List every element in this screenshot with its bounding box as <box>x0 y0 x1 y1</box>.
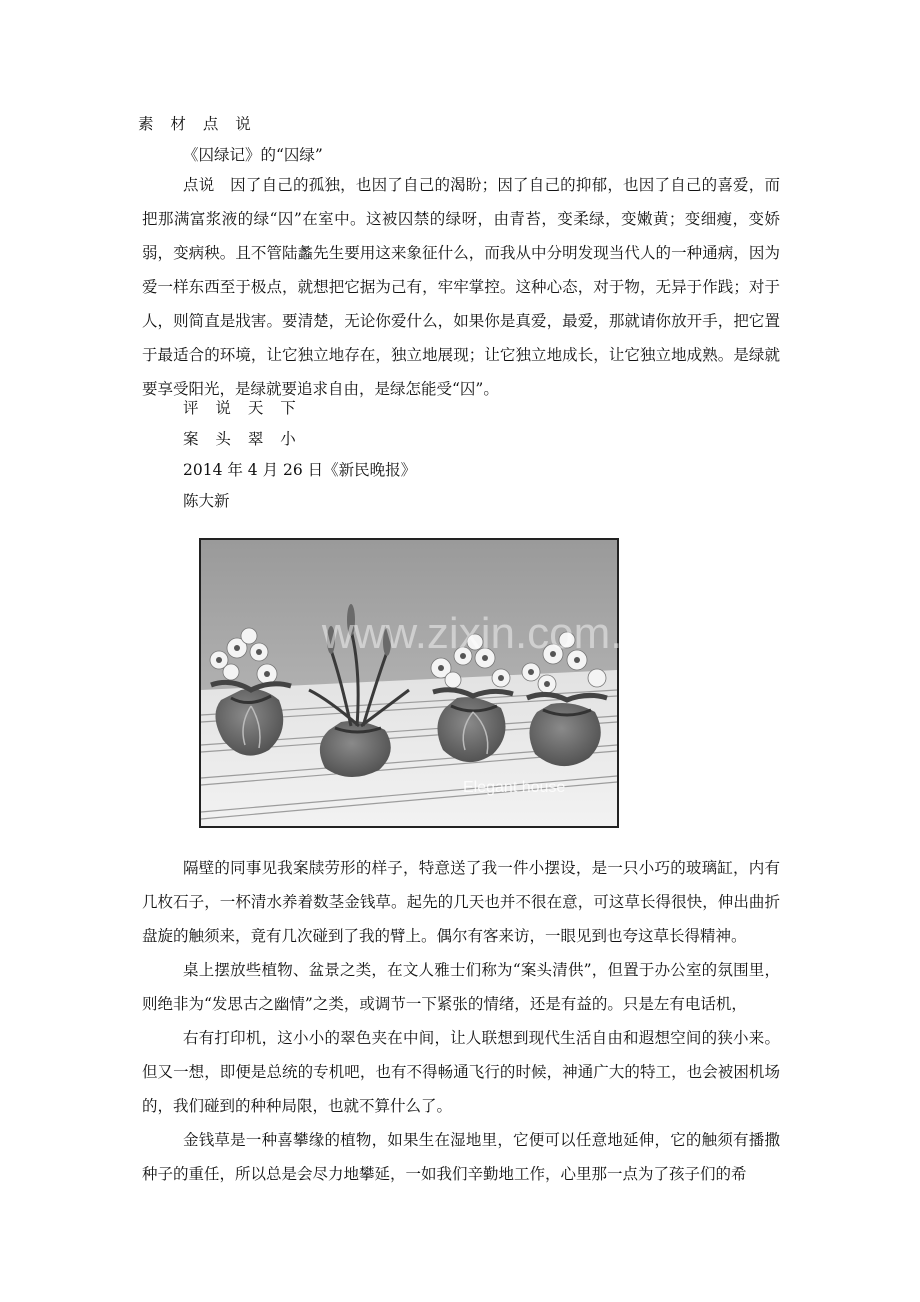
photo-caption: Elegant house <box>463 779 566 796</box>
source-line: 2014 年 4 月 26 日《新民晚报》 <box>183 461 417 479</box>
column-title: 评 说 天 下 <box>183 399 302 417</box>
material-title: 《囚绿记》的“囚绿” <box>183 146 323 164</box>
body-paragraph-1: 隔壁的同事见我案牍劳形的样子，特意送了我一件小摆设，是一只小巧的玻璃缸，内有几枚石子，一杯清水养着数茎金钱草。起先的几天也并不很在意，可这草长得很快，伸出曲折盘旋的触须来，竟有几次碰到了我的臂上。偶尔有客来访，一眼见到也夸这草长得精神。 <box>142 859 780 945</box>
section-title: 素 材 点 说 <box>138 115 257 133</box>
body-paragraph-3: 右有打印机，这小小的翠色夹在中间，让人联想到现代生活自由和遐想空间的狭小来。但又一想，即便是总统的专机吧，也有不得畅通飞行的时候，神通广大的特工，也会被困机场的，我们碰到的种种局限，也就不算什么了。 <box>142 1029 780 1115</box>
article-title: 案 头 翠 小 <box>183 430 302 448</box>
body-paragraph-2: 桌上摆放些植物、盆景之类，在文人雅士们称为“案头清供”，但置于办公室的氛围里，则绝非为“发思古之幽情”之类，或调节一下紧张的情绪，还是有益的。只是左有电话机， <box>142 961 780 1013</box>
commentary-paragraph: 点说 因了自己的孤独，也因了自己的渴盼；因了自己的抑郁，也因了自己的喜爱，而把那满富浆液的绿“囚”在室中。这被囚禁的绿呀，由青苔，变柔绿，变嫩黄；变细瘦，变娇弱，变病秧。且不管陆蠡先生要用这来象征什么，而我从中分明发现当代人的一种通病，因为爱一样东西至于极点，就想把它据为己有，牢牢掌控。这种心态，对于物，无异于作践；对于人，则简直是戕害。要清楚，无论你爱什么，如果你是真爱，最爱，那就请你放开手，把它置于最适合的环境，让它独立地存在，独立地展现；让它独立地成长，让它独立地成熟。是绿就要享受阳光，是绿就要追求自由，是绿怎能受“囚”。 <box>142 176 780 398</box>
author-name: 陈大新 <box>183 492 230 510</box>
flower-pots-photo <box>199 538 669 828</box>
body-paragraph-4: 金钱草是一种喜攀缘的植物，如果生在湿地里，它便可以任意地延伸，它的触须有播撒种子的重任，所以总是会尽力地攀延，一如我们辛勤地工作，心里那一点为了孩子们的希 <box>142 1131 780 1183</box>
watermark-text: www.zixin.com.cn <box>321 609 669 658</box>
